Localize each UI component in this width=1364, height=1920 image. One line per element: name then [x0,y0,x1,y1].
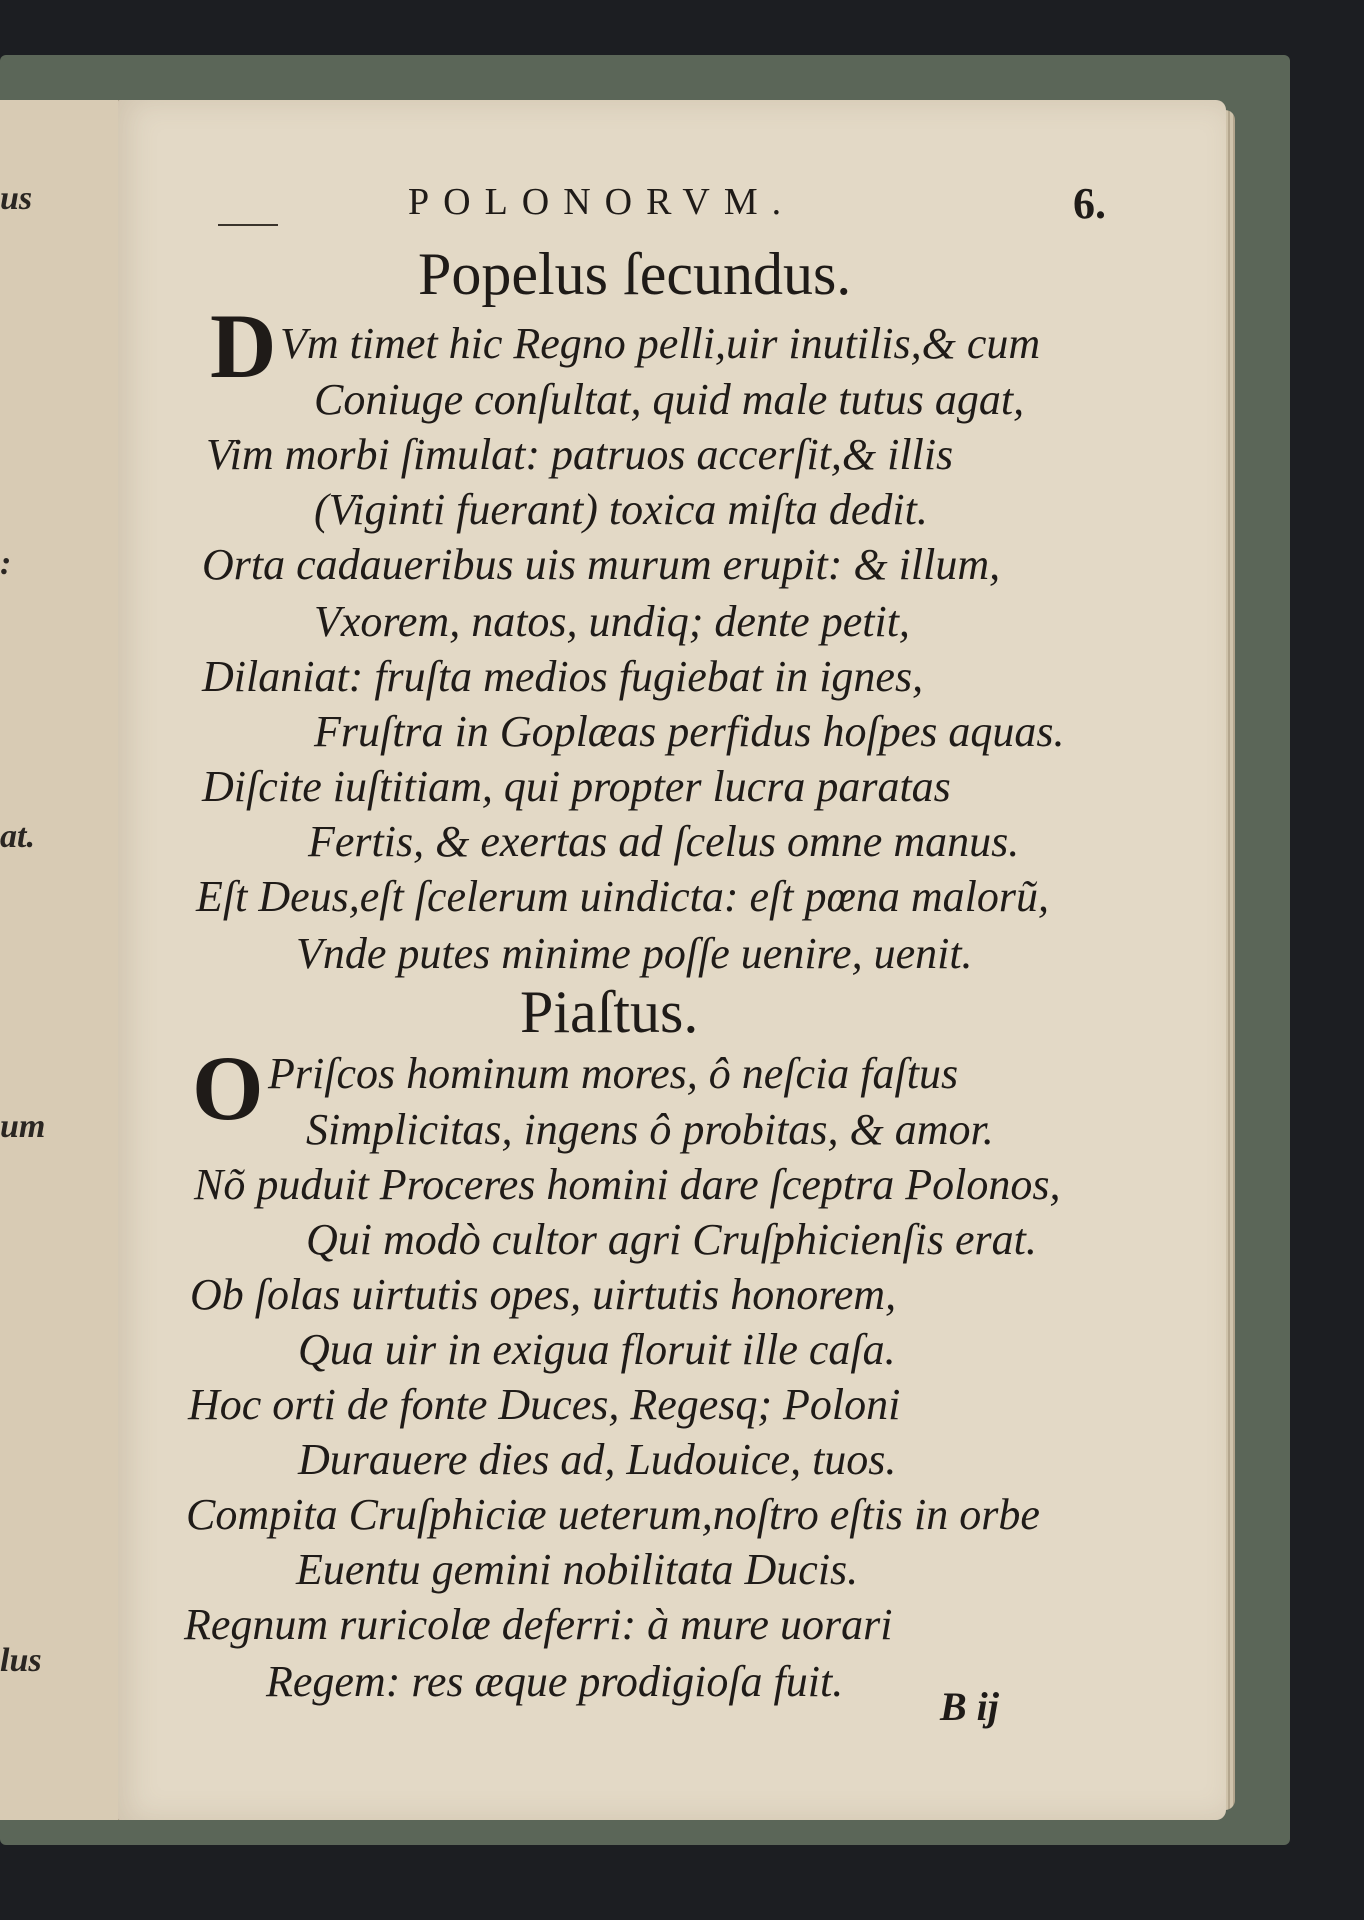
section-title-popelus: Popelus ſecundus. [418,241,852,307]
verse-line: Vm timet hic Regno pelli,uir inutilis,& cum [280,319,1041,368]
verse-line: Dilaniat: fruſta medios fugiebat in ignes, [202,652,924,701]
verse-line: Simplicitas, ingens ô probitas, & amor. [306,1105,994,1154]
verse-line: Nõ puduit Proceres homini dare ſceptra Polonos, [194,1160,1061,1209]
verse-line: Coniuge conſultat, quid male tutus agat, [314,375,1025,424]
verse-line: Regnum ruricolæ deferri: à mure uorari [184,1600,893,1649]
drop-cap-initial: D [210,295,277,397]
verse-line: Regem: res æque prodigioſa fuit. [266,1657,844,1706]
page-text [118,100,1226,1820]
drop-cap-initial: O [192,1037,264,1139]
verse-line: Eſt Deus,eſt ſcelerum uindicta: eſt pœna malorũ, [196,872,1049,921]
verse-line: Diſcite iuſtitiam, qui propter lucra paratas [202,762,951,811]
section-title-piastus: Piaſtus. [520,979,699,1045]
header-rule [218,224,278,226]
verse-line: Hoc orti de fonte Duces, Regesq; Poloni [188,1380,901,1429]
left-page-fragment: um [0,1108,46,1145]
verse-line: Ob ſolas uirtutis opes, uirtutis honorem, [190,1270,897,1319]
signature-mark: B ij [940,1684,999,1729]
verse-line: Fruſtra in Goplæas perfidus hoſpes aquas. [314,707,1065,756]
verse-line: Compita Cruſphiciæ ueterum,noſtro eſtis in orbe [186,1490,1040,1539]
page-number: 6. [1073,179,1106,228]
right-page [118,100,1226,1820]
left-page-fragment: : [0,545,12,582]
verse-line: (Viginti fuerant) toxica miſta dedit. [314,485,928,534]
left-page-edge [0,100,121,1820]
verse-line: Vxorem, natos, undiq; dente petit, [314,597,910,646]
running-head: POLONORVM. [408,181,796,223]
verse-line: Vnde putes minime poſſe uenire, uenit. [296,929,973,978]
verse-line: Orta cadaueribus uis murum erupit: & illum, [202,540,1001,589]
verse-line: Euentu gemini nobilitata Ducis. [296,1545,859,1594]
verse-line: Qua uir in exigua floruit ille caſa. [298,1325,896,1374]
verse-line: Vim morbi ſimulat: patruos accerſit,& illis [206,430,954,479]
left-page-fragment: us [0,180,33,217]
left-page-fragment: at. [0,818,35,855]
left-page-fragment: lus [0,1642,42,1679]
verse-line: Priſcos hominum mores, ô neſcia faſtus [268,1049,959,1098]
verse-line: Fertis, & exertas ad ſcelus omne manus. [308,817,1020,866]
verse-line: Durauere dies ad, Ludouice, tuos. [298,1435,897,1484]
verse-line: Qui modò cultor agri Cruſphicienſis erat. [306,1215,1037,1264]
